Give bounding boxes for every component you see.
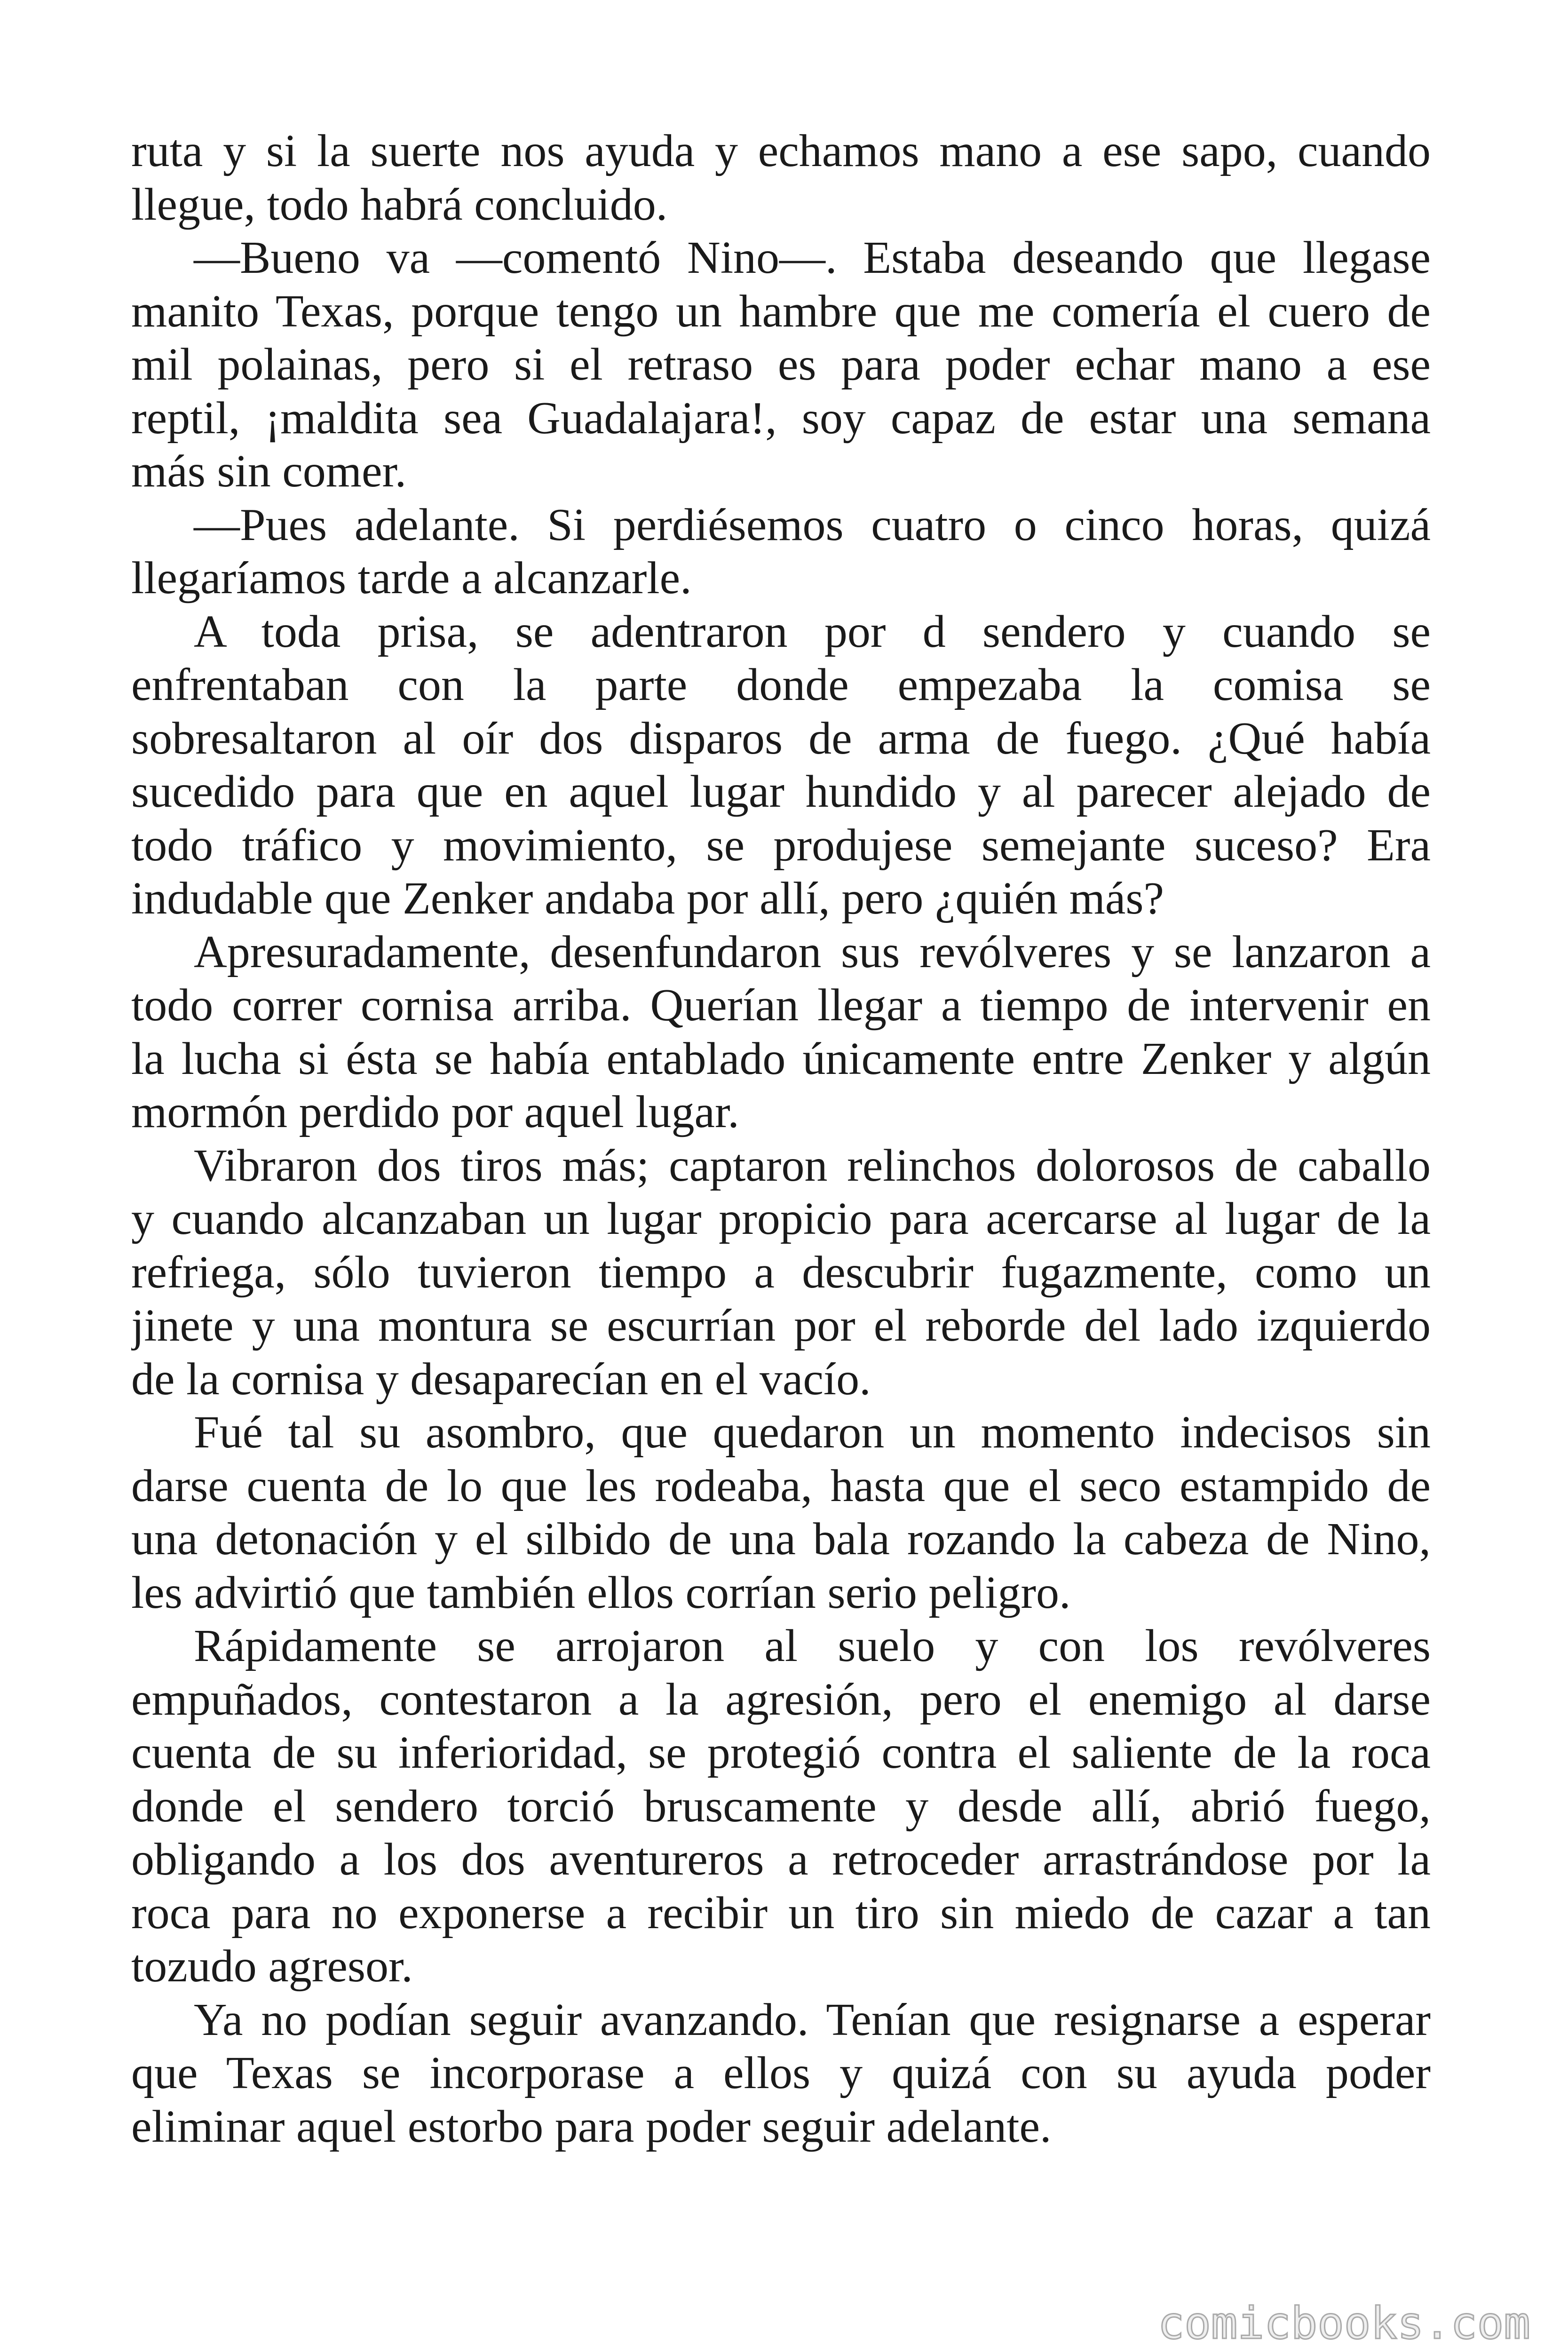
- paragraph: [131, 1139, 1431, 1406]
- text-line: eliminar aquel estorbo para poder seguir adelante.: [131, 2101, 1052, 2152]
- text-line: —Pues adelante. Si perdiésemos cuatro o cinco horas, quizá: [194, 499, 1431, 550]
- text-line: y cuando alcanzaban un lugar propicio para acercarse al lugar de la: [131, 1193, 1431, 1244]
- text-line: todo tráfico y movimiento, se produjese semejante suceso? Era: [131, 819, 1431, 871]
- text-line: mormón perdido por aquel lugar.: [131, 1087, 739, 1137]
- text-line: Fué tal su asombro, que quedaron un momento indecisos sin: [194, 1407, 1431, 1458]
- text-line: jinete y una montura se escurrían por el reborde del lado izquierdo: [131, 1300, 1431, 1351]
- text-line: todo correr cornisa arriba. Querían llegar a tiempo de intervenir en: [131, 980, 1431, 1031]
- text-line: Rápidamente se arrojaron al suelo y con los revólveres: [194, 1621, 1431, 1671]
- text-line: mil polainas, pero si el retraso es para poder echar mano a ese: [131, 339, 1431, 390]
- text-line: empuñados, contestaron a la agresión, pero el enemigo al darse: [131, 1674, 1431, 1725]
- paragraph: [131, 926, 1431, 1139]
- text-line: refriega, sólo tuvieron tiempo a descubrir fugazmente, como un: [131, 1247, 1431, 1298]
- text-line: más sin comer.: [131, 446, 407, 497]
- text-line: llegaríamos tarde a alcanzarle.: [131, 553, 692, 604]
- paragraph: [131, 499, 1431, 605]
- text-line: sucedido para que en aquel lugar hundido y al parecer alejado de: [131, 766, 1431, 817]
- paragraph: [131, 125, 1431, 231]
- text-line: —Bueno va —comentó Nino—. Estaba deseando que llegase: [194, 232, 1431, 283]
- text-line: roca para no exponerse a recibir un tiro sin miedo de cazar a tan: [131, 1887, 1431, 1939]
- text-line: les advirtió que también ellos corrían serio peligro.: [131, 1567, 1071, 1618]
- text-line: de la cornisa y desaparecían en el vacío.: [131, 1353, 871, 1405]
- text-line: que Texas se incorporase a ellos y quizá con su ayuda poder: [131, 2048, 1431, 2098]
- text-line: cuenta de su inferioridad, se protegió contra el saliente de la roca: [131, 1727, 1431, 1778]
- text-line: Apresuradamente, desenfundaron sus revólveres y se lanzaron a: [194, 926, 1431, 977]
- paragraph: [131, 1620, 1431, 1994]
- text-line: manito Texas, porque tengo un hambre que me comería el cuero de: [131, 286, 1431, 337]
- text-line: llegue, todo habrá concluido.: [131, 179, 668, 230]
- text-line: reptil, ¡maldita sea Guadalajara!, soy capaz de estar una semana: [131, 392, 1431, 444]
- text-line: Vibraron dos tiros más; captaron relinchos dolorosos de caballo: [194, 1140, 1431, 1191]
- text-line: sobresaltaron al oír dos disparos de arma de fuego. ¿Qué había: [131, 713, 1431, 764]
- text-line: la lucha si ésta se había entablado únicamente entre Zenker y algún: [131, 1033, 1431, 1084]
- text-line: Ya no podían seguir avanzando. Tenían que resignarse a esperar: [194, 1994, 1431, 2045]
- text-line: una detonación y el silbido de una bala rozando la cabeza de Nino,: [131, 1514, 1431, 1565]
- watermark: comicbooks.com: [1157, 2298, 1530, 2349]
- paragraph: [131, 1994, 1431, 2154]
- body-text: [131, 125, 1431, 2153]
- paragraph: [131, 231, 1431, 499]
- text-line: donde el sendero torció bruscamente y desde allí, abrió fuego,: [131, 1780, 1431, 1832]
- paragraph: [131, 605, 1431, 926]
- text-line: ruta y si la suerte nos ayuda y echamos mano a ese sapo, cuando: [131, 126, 1431, 176]
- text-line: A toda prisa, se adentraron por d sendero y cuando se: [194, 606, 1431, 657]
- text-line: tozudo agresor.: [131, 1941, 413, 1992]
- text-line: darse cuenta de lo que les rodeaba, hasta que el seco estampido de: [131, 1460, 1431, 1511]
- text-line: enfrentaban con la parte donde empezaba la comisa se: [131, 660, 1431, 710]
- paragraph: [131, 1406, 1431, 1620]
- text-line: obligando a los dos aventureros a retroceder arrastrándose por la: [131, 1834, 1431, 1885]
- text-line: indudable que Zenker andaba por allí, pero ¿quién más?: [131, 873, 1164, 924]
